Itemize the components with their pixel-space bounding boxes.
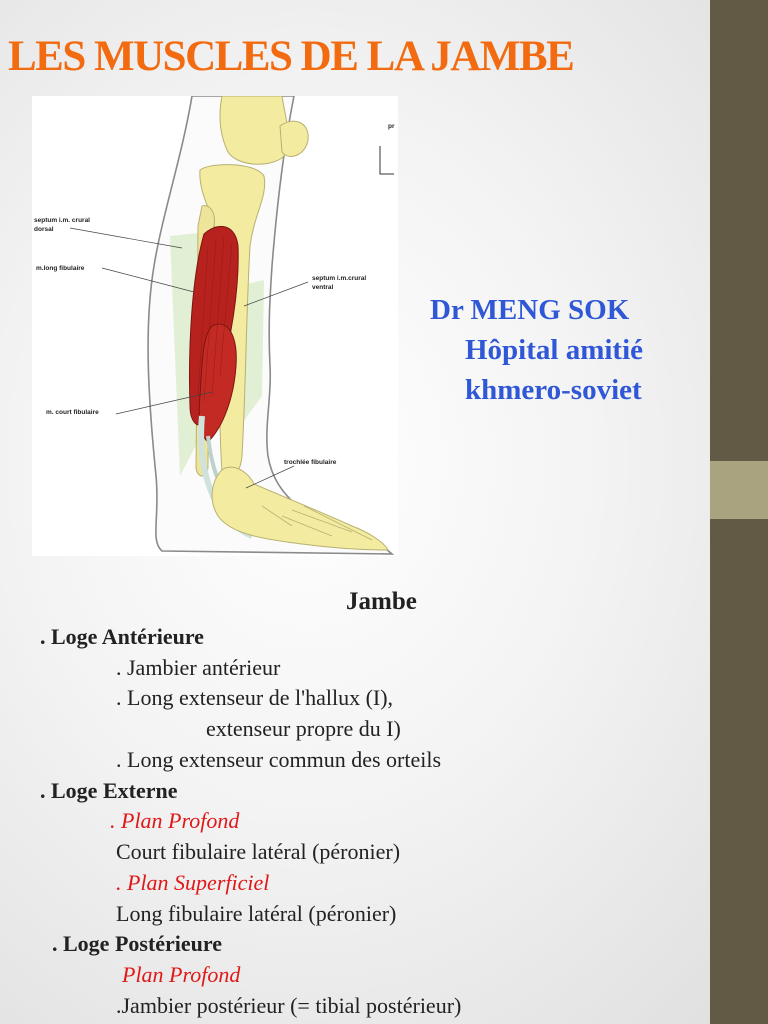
outline-heading: Jambe [346, 588, 417, 615]
outline-item: .Jambier postérieur (= tibial postérieur) [116, 993, 462, 1018]
outline-item: . Long extenseur commun des orteils [116, 747, 442, 772]
slide-title: LES MUSCLES DE LA JAMBE [8, 33, 574, 80]
label-trochlee: trochlée fibulaire [284, 459, 337, 466]
author-hospital-1: Hôpital amitié [465, 334, 644, 366]
author-name: Dr MENG SOK [430, 294, 630, 326]
patella-bone [280, 121, 308, 156]
label-court-fibulaire: m. court fibulaire [46, 409, 99, 416]
author-block [430, 290, 643, 410]
label-septum-ventral-2: ventral [312, 284, 334, 291]
leg-illustration [32, 96, 398, 556]
outline-plan-profond: . Plan Profond [110, 808, 240, 833]
label-long-fibulaire: m.long fibulaire [36, 265, 85, 272]
axis-mark [380, 146, 394, 174]
leg-anatomy-figure [32, 96, 398, 556]
outline-plan-profond-2: Plan Profond [122, 962, 241, 987]
outline-item: Court fibulaire latéral (péronier) [116, 839, 401, 864]
author-hospital-2: khmero-soviet [465, 374, 642, 406]
outline-loge-posterieure: . Loge Postérieure [52, 931, 223, 956]
outline-item: . Long extenseur de l'hallux (I), [116, 685, 394, 710]
outline-item: extenseur propre du I) [206, 716, 401, 741]
corner-label: pr [388, 123, 395, 130]
outline-plan-superficiel: . Plan Superficiel [116, 870, 270, 895]
label-septum-ventral-1: septum i.m.crural [312, 275, 367, 282]
outline-item: Long fibulaire latéral (péronier) [116, 901, 397, 926]
sidebar-accent [710, 461, 768, 519]
label-septum-dorsal-2: dorsal [34, 226, 54, 233]
femur-bone [220, 96, 289, 164]
outline-loge-anterieure: . Loge Antérieure [40, 624, 204, 649]
outline-loge-externe: . Loge Externe [40, 778, 178, 803]
label-septum-dorsal-1: septum i.m. crural [34, 217, 90, 224]
outline-item: . Jambier antérieur [116, 655, 281, 680]
